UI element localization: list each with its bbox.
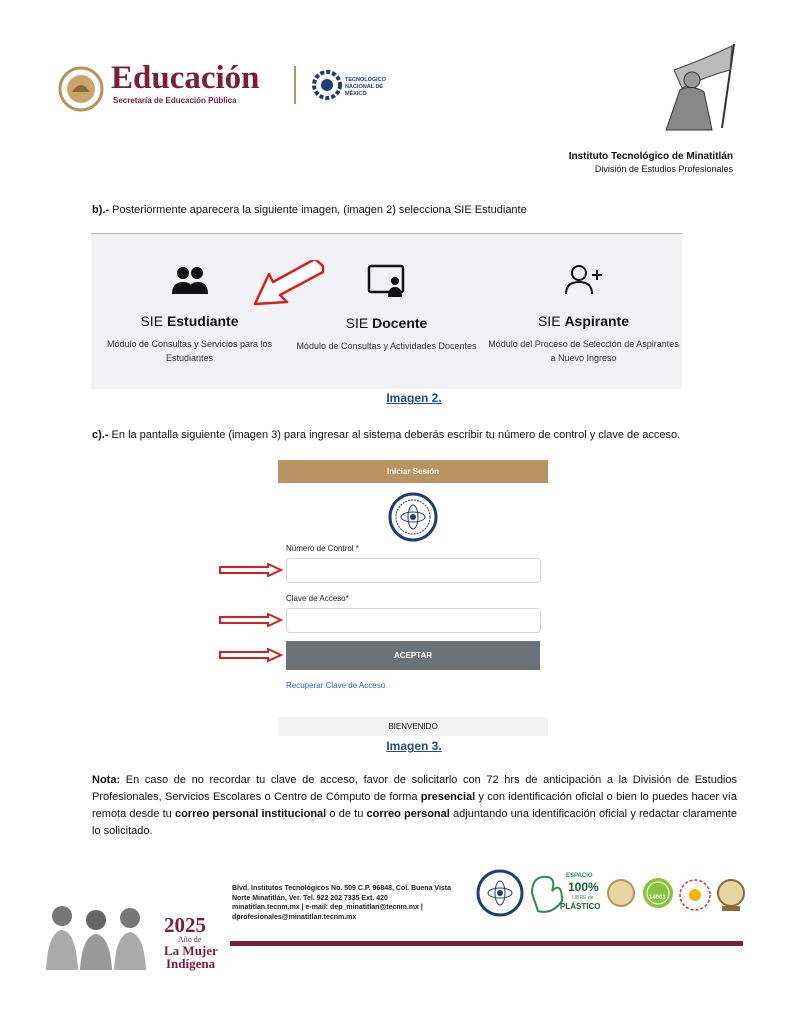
footer-address: Blvd. Institutos Tecnológicos No. 509 C.P. 96848, Col. Buena Vista Norte Minatitlán, Ver. Tel. 922 202 7335 Ext. 420 minatitlan.tecnm.mx | e-mail: dep_minatitlan@tecnm.mx | dprofesionales@minatitlan.tecnm.mx xyxy=(232,885,452,921)
plastic-free-plastico: PLÁSTICO xyxy=(560,902,601,911)
tecnm-logo-icon xyxy=(312,66,342,104)
gold-seal-icon xyxy=(606,878,636,908)
login-header: Iniciar Sesión xyxy=(278,460,548,483)
tecnm-seal-icon xyxy=(388,492,438,542)
control-number-label: Número de Control * xyxy=(286,544,359,553)
control-number-input[interactable] xyxy=(286,558,541,583)
division-name: División de Estudios Profesionales xyxy=(594,164,733,174)
access-key-input[interactable] xyxy=(286,608,541,633)
sie-description: Módulo del Proceso de Selección de Aspirantes a Nuevo Ingreso xyxy=(488,339,679,363)
teacher-icon xyxy=(367,264,407,298)
sie-title-prefix: SIE xyxy=(345,315,373,331)
note-label: Nota: xyxy=(92,774,121,786)
iso-14001-badge-icon xyxy=(642,877,674,909)
sie-title-prefix: SIE xyxy=(140,313,167,329)
sie-title-bold: Aspirante xyxy=(564,313,630,329)
tecnm-seal-icon xyxy=(476,869,524,917)
mexico-seal-icon xyxy=(58,66,104,112)
sie-description: Módulo de Consultas y Actividades Docentes xyxy=(296,341,477,351)
sie-title-bold: Docente xyxy=(372,315,428,331)
logo-divider xyxy=(294,66,296,104)
note-text-1: En caso de no recordar tu clave de acceso, favor de solicitarlo con 72 hrs de anticipación a la División de Estudios Profesionales, Servicios Escolares o Centro de Cómputo de forma xyxy=(92,774,737,803)
footer-accent-bar xyxy=(230,941,743,946)
plastic-free-percent: 100% xyxy=(568,880,599,894)
sie-title xyxy=(485,313,682,329)
year-line-1: Año de xyxy=(178,935,202,944)
plastic-free-espacio: ESPACIO xyxy=(566,873,593,879)
sie-option-aspirante[interactable] xyxy=(485,264,682,365)
step-b-prefix: b).- xyxy=(92,204,110,216)
red-arrow-icon xyxy=(218,563,284,577)
step-c-prefix: c).- xyxy=(92,429,109,441)
logo-title: Educación xyxy=(111,60,260,96)
sie-title-bold: Estudiante xyxy=(166,313,239,329)
access-key-label: Clave de Acceso* xyxy=(286,594,349,603)
logo-subtitle: Secretaría de Educación Pública xyxy=(113,96,237,105)
red-arrow-icon xyxy=(218,613,284,627)
sie-title xyxy=(288,315,485,331)
sie-module-panel xyxy=(91,233,682,389)
indigenous-women-illustration-icon xyxy=(40,898,158,970)
note-bold-1: presencial xyxy=(420,791,476,803)
year-2025: 2025 xyxy=(164,913,206,937)
sie-title-prefix: SIE xyxy=(537,313,565,329)
iso-14001-label: 14001 xyxy=(649,895,666,901)
step-b-body: Posteriormente aparecera la siguiente imagen, (imagen 2) selecciona SIE Estudiante xyxy=(109,204,527,216)
note-text-2: y con identificación oficial o bien lo puedes hacer vía remota desde tu xyxy=(92,791,737,820)
accept-button[interactable]: ACEPTAR xyxy=(286,641,540,670)
sie-title xyxy=(91,313,288,329)
user-plus-icon xyxy=(564,264,604,296)
note-paragraph xyxy=(92,772,737,840)
plastic-free-libre: LIBRE de xyxy=(572,895,594,901)
red-arrow-icon xyxy=(253,260,327,308)
inclusion-badge-icon xyxy=(678,878,712,912)
step-c-text xyxy=(92,427,737,444)
woman-flag-illustration-icon xyxy=(652,40,742,132)
step-b-text xyxy=(92,202,737,219)
welcome-bar: BIENVENIDO xyxy=(278,717,548,736)
caption-imagen-2: Imagen 2. xyxy=(386,391,442,405)
note-bold-2: correo personal institucional xyxy=(174,808,327,820)
caption-imagen-3: Imagen 3. xyxy=(386,739,442,753)
note-text-4: adjuntando una identificación oficial y redactar claramente lo solicitado. xyxy=(92,808,737,837)
sie-description: Módulo de Consultas y Servicios para los Estudiantes xyxy=(106,339,273,363)
recover-key-link[interactable]: Recuperar Clave de Acceso xyxy=(286,681,386,690)
year-line-2: La Mujer xyxy=(164,943,218,958)
note-text-3: o de tu xyxy=(326,808,367,820)
users-icon xyxy=(170,264,210,296)
note-bold-3: correo personal xyxy=(366,808,450,820)
tecnm-text: TECNOLÓGICO NACIONAL DE MÉXICO xyxy=(345,77,386,97)
step-c-body: En la pantalla siguiente (imagen 3) para ingresar al sistema deberás escribir tu número de control y clave de acceso. xyxy=(108,429,681,441)
year-line-3: Indígena xyxy=(166,956,216,971)
header xyxy=(0,0,791,180)
red-arrow-icon xyxy=(218,648,284,662)
institution-name: Instituto Tecnológico de Minatitlán xyxy=(568,151,733,162)
gold-seal-icon xyxy=(716,878,746,912)
